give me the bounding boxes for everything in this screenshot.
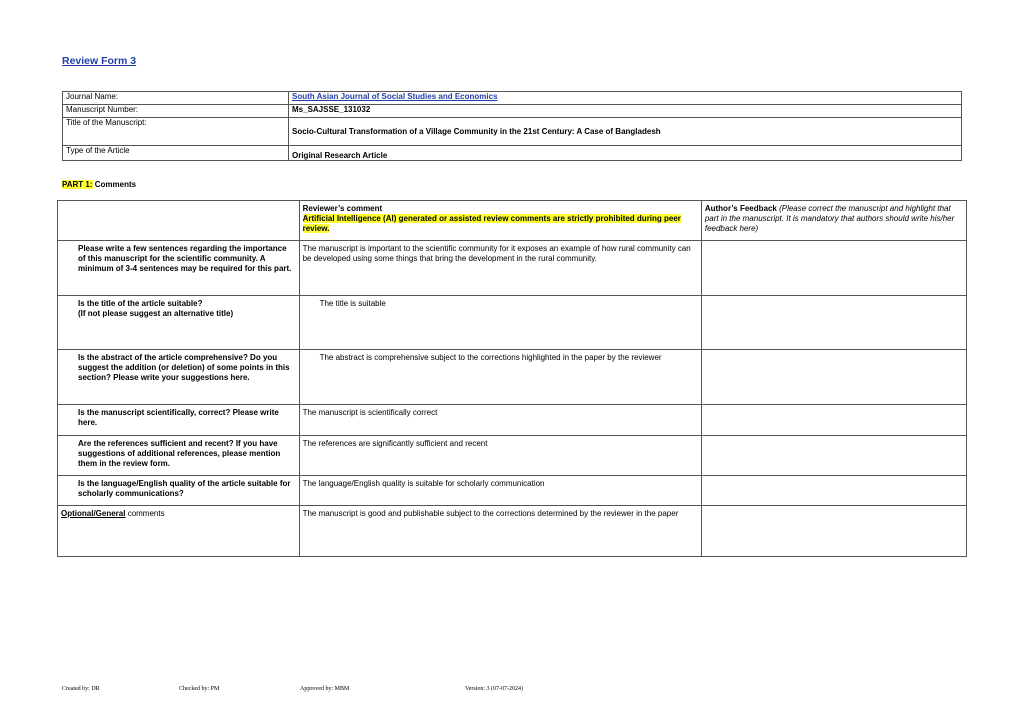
part-title: Comments: [92, 180, 137, 189]
question-references: Are the references sufficient and recent? If you have suggestions of additional references, please mention them in the review form.: [58, 436, 300, 476]
comment-importance[interactable]: The manuscript is important to the scientific community for it exposes an example of how rural community can be developed using some things that bring the development in the rural community.: [299, 241, 701, 296]
footer-approved-by: Approved by: MBM: [300, 686, 350, 692]
author-feedback-note: (Please correct the manuscript and highlight that part in the manuscript. It is mandatory that authors should write his/her feedback here): [704, 204, 955, 233]
comment-abstract[interactable]: The abstract is comprehensive subject to the corrections highlighted in the paper by the reviewer: [299, 350, 701, 405]
footer-version: Version: 3 (07-07-2024): [465, 686, 523, 692]
ai-notice: Artificial Intelligence (AI) generated or assisted review comments are strictly prohibited during peer review.: [302, 214, 681, 233]
manuscript-title-label: Title of the Manuscript:: [63, 118, 289, 146]
comment-references[interactable]: The references are significantly sufficient and recent: [299, 436, 701, 476]
manuscript-title-value: Socio-Cultural Transformation of a Village Community in the 21st Century: A Case of Bangladesh: [289, 118, 962, 146]
comment-title[interactable]: The title is suitable: [299, 296, 701, 350]
form-title: Review Form 3: [62, 55, 137, 67]
footer-checked-by: Checked by: PM: [179, 686, 220, 692]
question-title: Is the title of the article suitable? (If not please suggest an alternative title): [58, 296, 300, 350]
feedback-references[interactable]: [701, 436, 966, 476]
journal-name-label: Journal Name:: [63, 92, 289, 105]
manuscript-info-table: [62, 91, 962, 161]
author-feedback-header: [701, 201, 966, 241]
comments-table: [57, 200, 967, 557]
footer-created-by: Created by: DR: [62, 686, 100, 692]
question-scientific: Is the manuscript scientifically, correct? Please write here.: [58, 405, 300, 436]
part-label: PART 1:: [62, 180, 93, 189]
journal-link[interactable]: South Asian Journal of Social Studies and Economics: [292, 92, 498, 101]
article-type-value: Original Research Article: [289, 146, 962, 161]
reviewer-comment-header: [299, 201, 701, 241]
journal-name-value[interactable]: [289, 92, 962, 105]
manuscript-number-value: Ms_SAJSSE_131032: [289, 105, 962, 118]
feedback-scientific[interactable]: [701, 405, 966, 436]
header-empty-cell: [58, 201, 300, 241]
question-importance: Please write a few sentences regarding the importance of this manuscript for the scientific community. A minimum of 3-4 sentences may be required for this part.: [58, 241, 300, 296]
author-feedback-title: Author’s Feedback: [704, 204, 777, 213]
question-language: Is the language/English quality of the article suitable for scholarly communications?: [58, 476, 300, 506]
comment-optional[interactable]: The manuscript is good and publishable subject to the corrections determined by the reviewer in the paper: [299, 506, 701, 557]
comment-scientific[interactable]: The manuscript is scientifically correct: [299, 405, 701, 436]
manuscript-number-label: Manuscript Number:: [63, 105, 289, 118]
comments-word: comments: [125, 509, 165, 518]
reviewer-comment-title: Reviewer’s comment: [302, 204, 383, 213]
optional-general-label: Optional/General: [61, 509, 126, 518]
article-type-label: Type of the Article: [63, 146, 289, 161]
feedback-title[interactable]: [701, 296, 966, 350]
part-heading: [62, 180, 136, 189]
optional-comments-label: [58, 506, 300, 557]
feedback-abstract[interactable]: [701, 350, 966, 405]
feedback-importance[interactable]: [701, 241, 966, 296]
comment-language[interactable]: The language/English quality is suitable for scholarly communication: [299, 476, 701, 506]
feedback-language[interactable]: [701, 476, 966, 506]
question-abstract: Is the abstract of the article comprehensive? Do you suggest the addition (or deletion) of some points in this section? Please write your suggestions here.: [58, 350, 300, 405]
feedback-optional[interactable]: [701, 506, 966, 557]
